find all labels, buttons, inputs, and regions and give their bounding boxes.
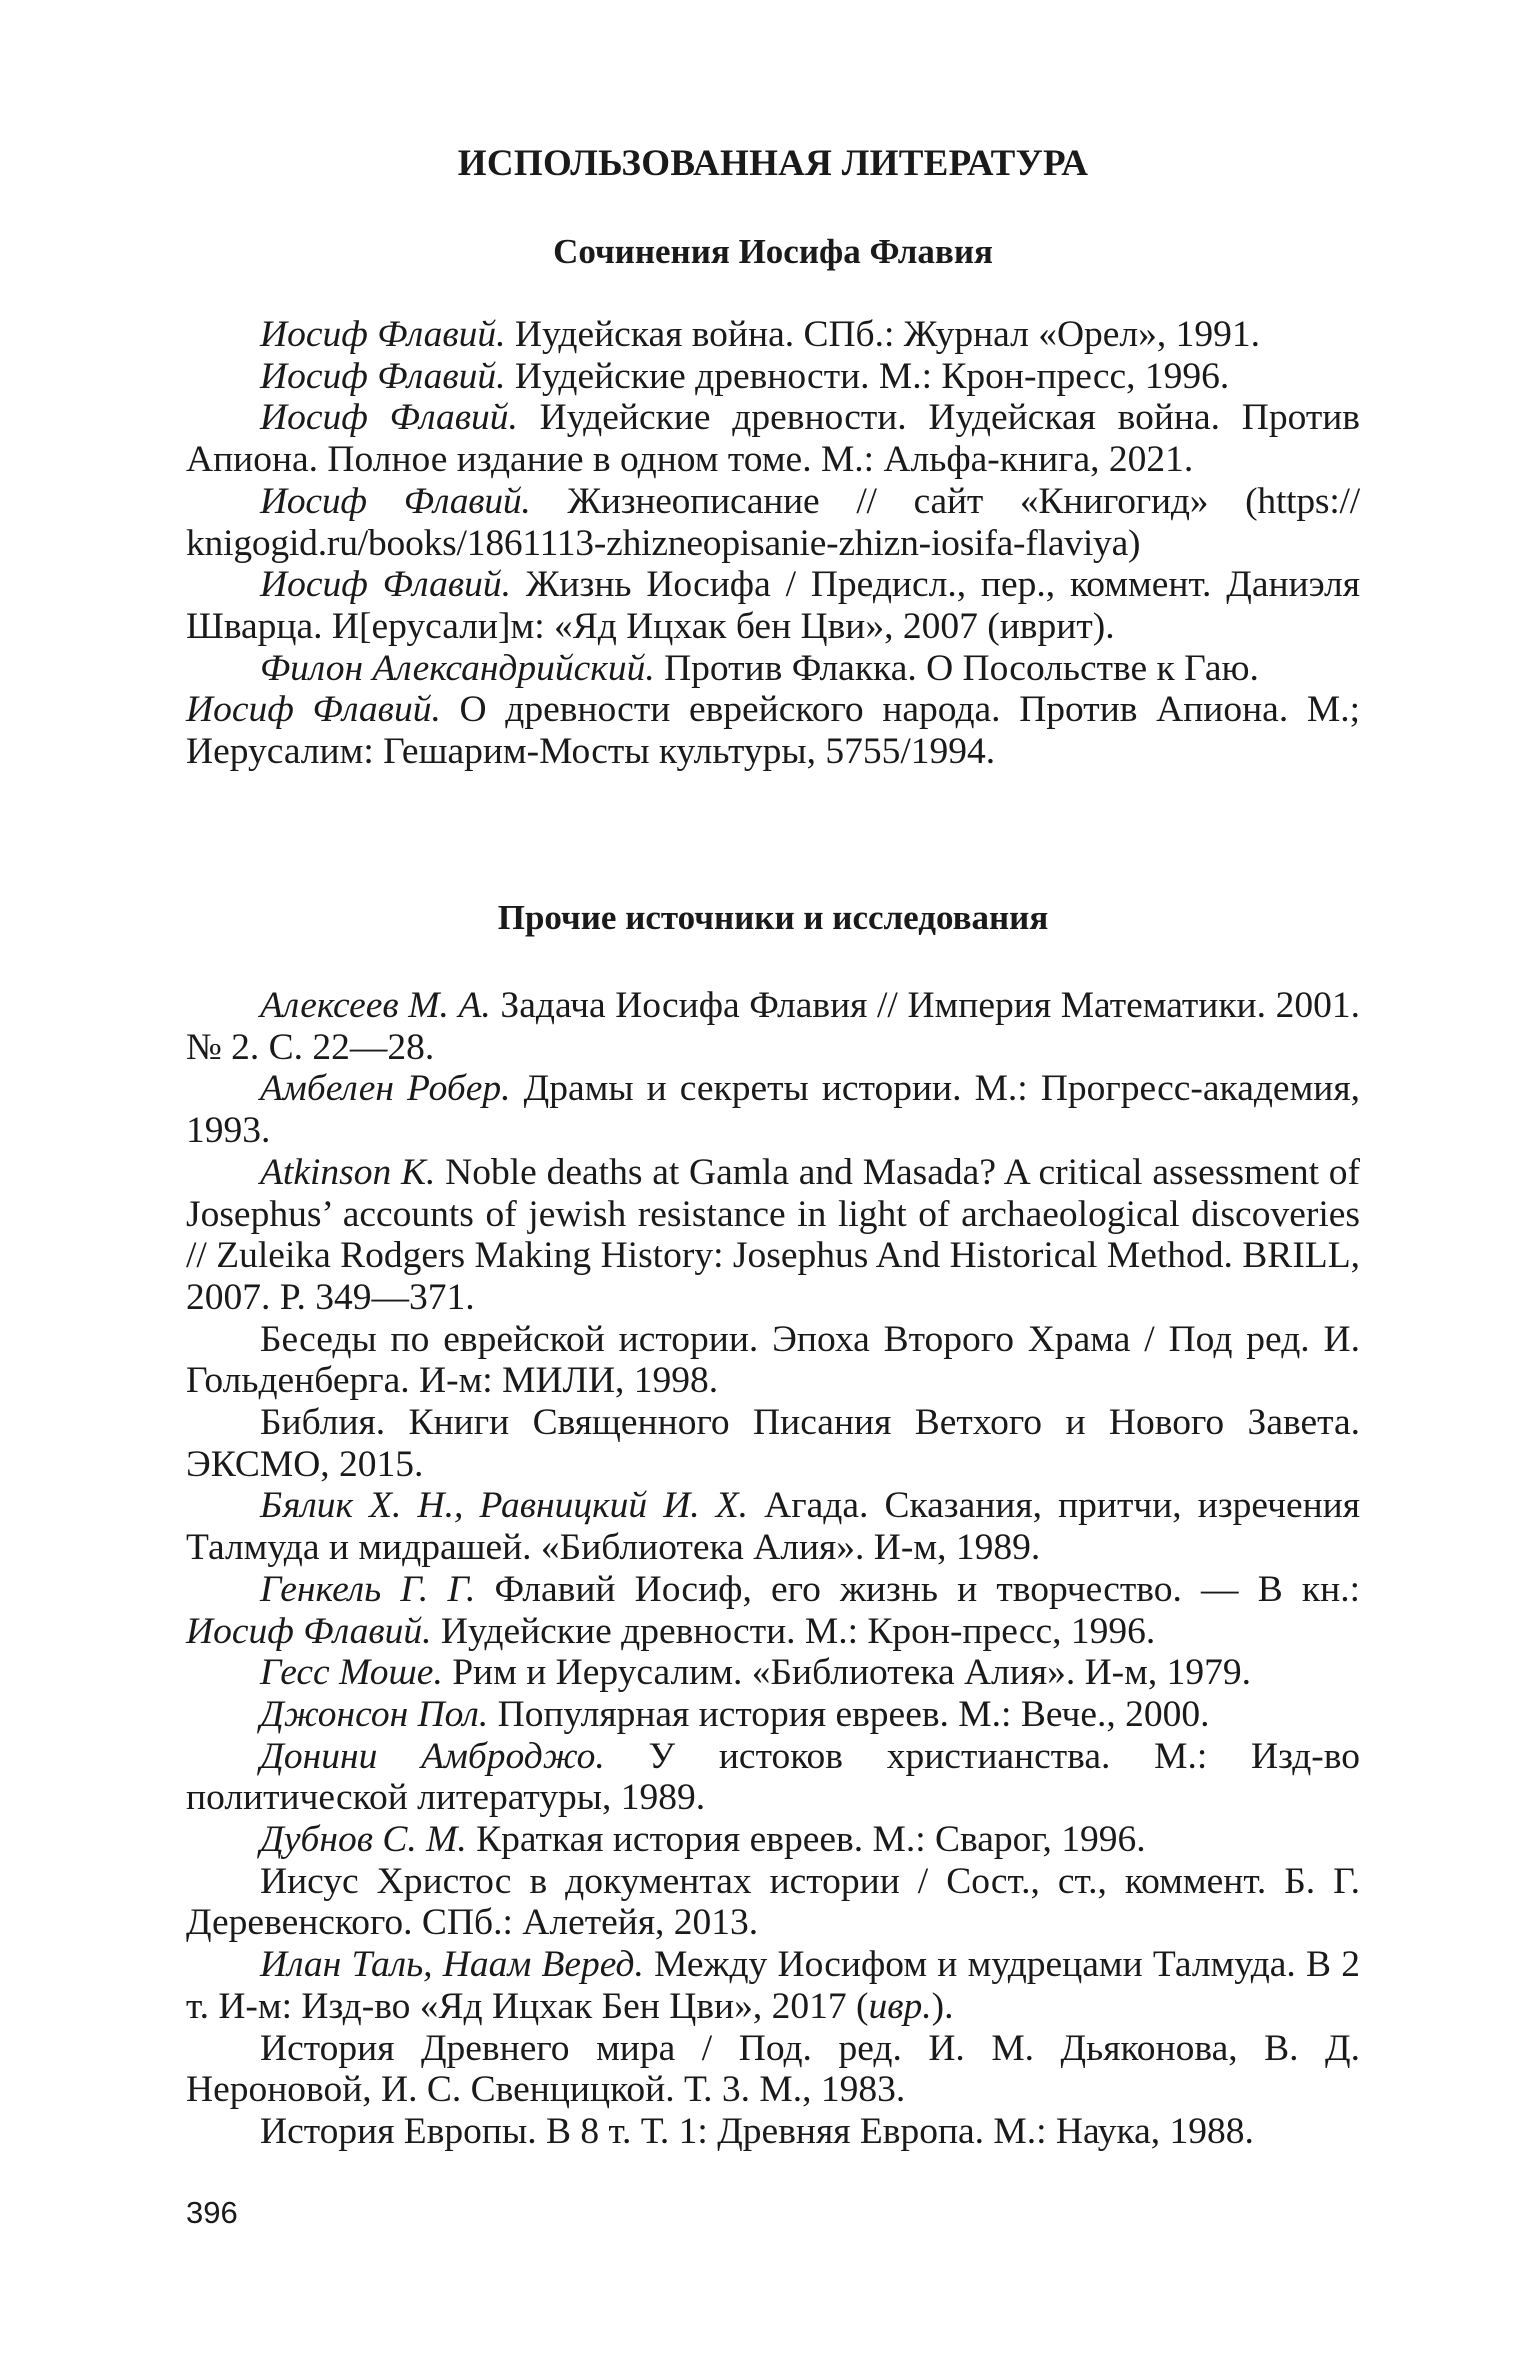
bibliography-entry [186, 1319, 1360, 1402]
entry-author: Иосиф Флавий. [260, 564, 511, 606]
bibliography-entry [186, 2111, 1360, 2153]
bibliography-entry [186, 1485, 1360, 1568]
entry-text: Популярная история евреев. М.: Вече., 2000. [488, 1693, 1210, 1735]
bibliography-entry [186, 2028, 1360, 2111]
entry-text: Иисус Христос в документах истории / Сост., ст., коммент. Б. Г. Деревенского. СПб.: Алетейя, 2013. [186, 1860, 1360, 1944]
bibliography-entry [186, 1861, 1360, 1944]
entry-author: Амбелен Робер. [260, 1068, 511, 1110]
bibliography-entry [186, 314, 1360, 356]
entry-author: Филон Александрийский. [260, 647, 655, 689]
entry-author: Генкель Г. Г. [260, 1568, 476, 1610]
entry-text: Краткая история евреев. М.: Сварог, 1996. [466, 1819, 1146, 1861]
bibliography-entry [186, 397, 1360, 480]
bibliography-entry [186, 689, 1360, 772]
bibliography-entry [186, 1944, 1360, 2027]
entry-author: Гесс Моше. [260, 1652, 443, 1694]
bibliography-entry [186, 648, 1360, 690]
entry-author-secondary: Иосиф Флавий. [186, 1610, 432, 1652]
entry-text: Агада. Сказания, притчи, изречения Талмуда и мидрашей. «Библиотека Алия». И-м, 1989. [186, 1485, 1360, 1569]
bibliography-entry [186, 481, 1360, 564]
bibliography-entry [186, 1819, 1360, 1861]
entry-author: Иосиф Флавий. [260, 314, 506, 355]
entry-text: Noble deaths at Gamla and Masada? A critical assessment of Josephus’ accounts of jewish resistance in light of archaeological discoveries // Zuleika Rodgers Making History: Josephus And Historical Method. BRILL, 2007. P. 349—371. [186, 1151, 1360, 1318]
page-number: 396 [186, 2195, 238, 2230]
bibliography-entry [186, 1402, 1360, 1485]
entry-author: Джонсон Пол. [260, 1693, 489, 1735]
entry-text: Беседы по еврейской истории. Эпоха Второго Храма / Под ред. И. Гольденберга. И-м: МИЛИ, 1998. [186, 1318, 1360, 1402]
entry-author: Иосиф Флавий. [260, 355, 506, 397]
bibliography-entry [186, 1694, 1360, 1736]
entry-author: Atkinson K. [260, 1151, 436, 1193]
entry-text-secondary: Иудейские древности. М.: Крон-пресс, 1996. [431, 1610, 1156, 1652]
entry-text-secondary: ). [931, 1985, 954, 2027]
section-title-works: Сочинения Иосифа Флавия [553, 232, 993, 271]
entry-author: Иосиф Флавий. [260, 397, 518, 439]
entry-author: Бялик Х. Н., Равницкий И. Х. [260, 1485, 749, 1527]
entry-text: Против Флакка. О Посольстве к Гаю. [654, 647, 1259, 689]
bibliography-entry [186, 564, 1360, 647]
bibliography-list-works [186, 314, 1360, 773]
bibliography-list-sources [186, 985, 1360, 2153]
section-title-sources: Прочие источники и исследования [497, 898, 1049, 937]
entry-text: Драмы и секреты истории. М.: Прогресс-академия, 1993. [186, 1068, 1360, 1152]
entry-text: Между Иосифом и мудрецами Талмуда. В 2 т. И-м: Изд-во «Яд Ицхак Бен Цви», 2017 ( [186, 1944, 1361, 2027]
entry-text: Рим и Иерусалим. «Библиотека Алия». И-м, 1979. [442, 1652, 1252, 1694]
entry-author: Алексеев М. А. [260, 985, 491, 1026]
entry-text: У истоков христианства. М.: Изд-во политической литературы, 1989. [186, 1735, 1360, 1819]
entry-text: Библия. Книги Священного Писания Ветхого и Нового Завета. ЭКСМО, 2015. [186, 1402, 1360, 1485]
bibliography-entry [186, 985, 1360, 1068]
entry-author: Дубнов С. М. [260, 1819, 467, 1861]
bibliography-entry [186, 1569, 1360, 1652]
entry-author-secondary: ивр. [868, 1985, 932, 2027]
page-title: ИСПОЛЬЗОВАННАЯ ЛИТЕРАТУРА [457, 143, 1089, 184]
entry-author: Иосиф Флавий. [186, 689, 441, 731]
bibliography-entry [186, 1068, 1360, 1151]
entry-text: Жизнь Иосифа / Предисл., пер., коммент. Даниэля Шварца. И[ерусали]м: «Яд Ицхак бен Цви», 2007 (иврит). [186, 564, 1360, 647]
entry-text: Флавий Иосиф, его жизнь и творчество. — В кн.: [475, 1568, 1360, 1610]
entry-text: О древности еврейского народа. Против Апиона. М.; Иерусалим: Гешарим-Мосты культуры, 5755/1994. [186, 689, 1360, 773]
bibliography-entry [186, 1736, 1360, 1819]
entry-author: Илан Таль, Наам Веред. [260, 1944, 644, 1986]
entry-text: История Европы. В 8 т. Т. 1: Древняя Европа. М.: Наука, 1988. [260, 2110, 1254, 2152]
entry-author: Донини Амброджо. [260, 1735, 605, 1777]
entry-text: Задача Иосифа Флавия // Империя Математики. 2001. № 2. С. 22—28. [186, 985, 1361, 1068]
entry-text: История Древнего мира / Под. ред. И. М. Дьяконова, В. Д. Нероновой, И. С. Свенцицкой. Т. 3. М., 1983. [186, 2027, 1360, 2111]
entry-text: Иудейские древности. Иудейская война. Против Апиона. Полное издание в одном томе. М.: Альфа-книга, 2021. [186, 397, 1360, 481]
bibliography-entry [186, 1652, 1360, 1694]
bibliography-entry [186, 356, 1360, 398]
entry-text: Иудейская война. СПб.: Журнал «Орел», 1991. [505, 314, 1261, 355]
bibliography-entry [186, 1152, 1360, 1319]
entry-text: Жизнеописание // сайт «Книгогид» (https:// knigogid.ru/books/1861113-zhizneopisanie-zhizn-iosifa-flaviya) [186, 480, 1360, 564]
entry-author: Иосиф Флавий. [260, 480, 531, 522]
entry-text: Иудейские древности. М.: Крон-пресс, 1996. [505, 355, 1230, 397]
